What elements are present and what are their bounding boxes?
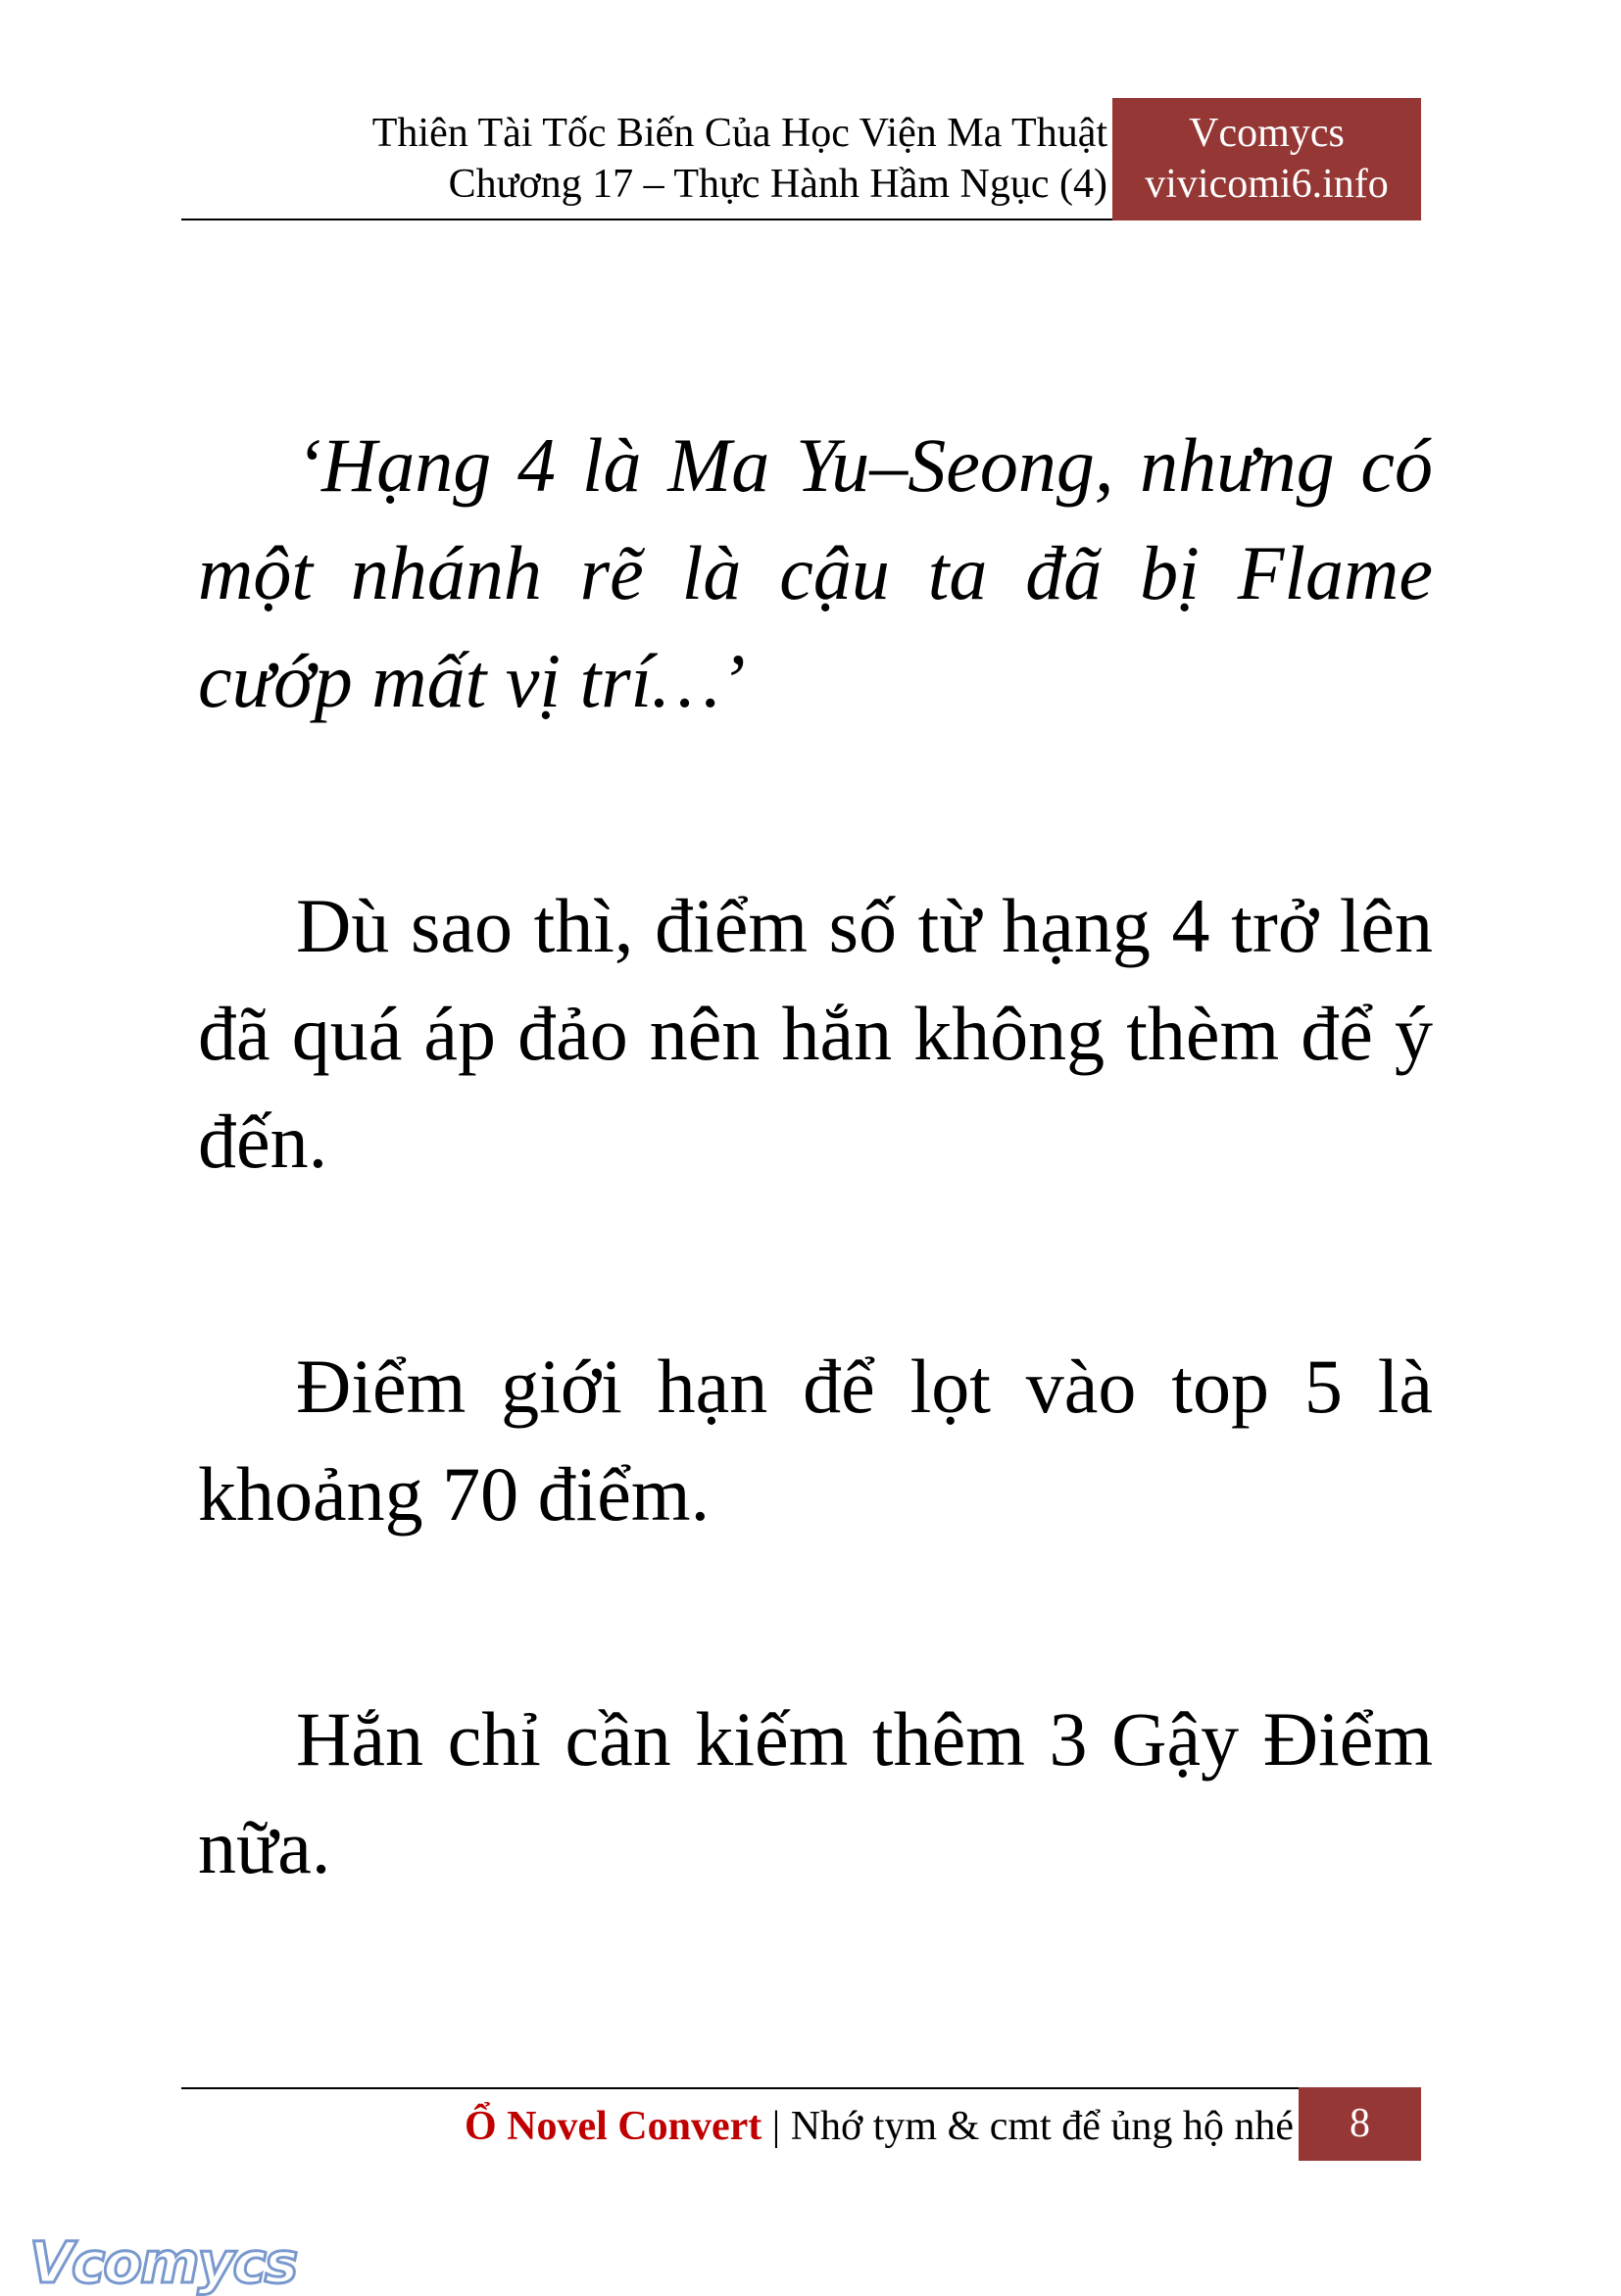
page-footer <box>181 2087 1421 2161</box>
footer-brand: Ổ Novel Convert <box>464 2104 762 2149</box>
header-brand-box <box>1112 98 1421 220</box>
paragraph-3: Điểm giới hạn để lọt vào top 5 là khoảng 70 điểm. <box>198 1343 1433 1537</box>
header-divider <box>181 219 1112 220</box>
footer-note: Nhớ tym & cmt để ủng hộ nhé <box>790 2104 1294 2149</box>
footer-divider <box>181 2087 1421 2089</box>
paragraph-1: ‘Hạng 4 là Ma Yu–Seong, nhưng có một nhánh rẽ là cậu ta đã bị Flame cướp mất vị trí…’ <box>198 422 1433 723</box>
book-title: Thiên Tài Tốc Biến Của Học Viện Ma Thuật <box>371 111 1107 156</box>
page-body <box>198 412 1433 2038</box>
footer-text <box>465 2101 1294 2152</box>
footer-separator: | <box>761 2104 791 2149</box>
header-titles <box>372 108 1107 210</box>
brand-name: Vcomycs <box>1189 111 1345 156</box>
paragraph-4: Hắn chỉ cần kiếm thêm 3 Gậy Điểm nữa. <box>198 1696 1433 1889</box>
watermark-logo: Vcomycs <box>29 2229 297 2296</box>
page-number: 8 <box>1299 2087 1421 2161</box>
paragraph-2: Dù sao thì, điểm số từ hạng 4 trở lên đã quá áp đảo nên hắn không thèm để ý đến. <box>198 883 1433 1184</box>
brand-site: vivicomi6.info <box>1145 162 1389 207</box>
chapter-title: Chương 17 – Thực Hành Hầm Ngục (4) <box>448 162 1107 207</box>
page-header <box>181 98 1421 220</box>
